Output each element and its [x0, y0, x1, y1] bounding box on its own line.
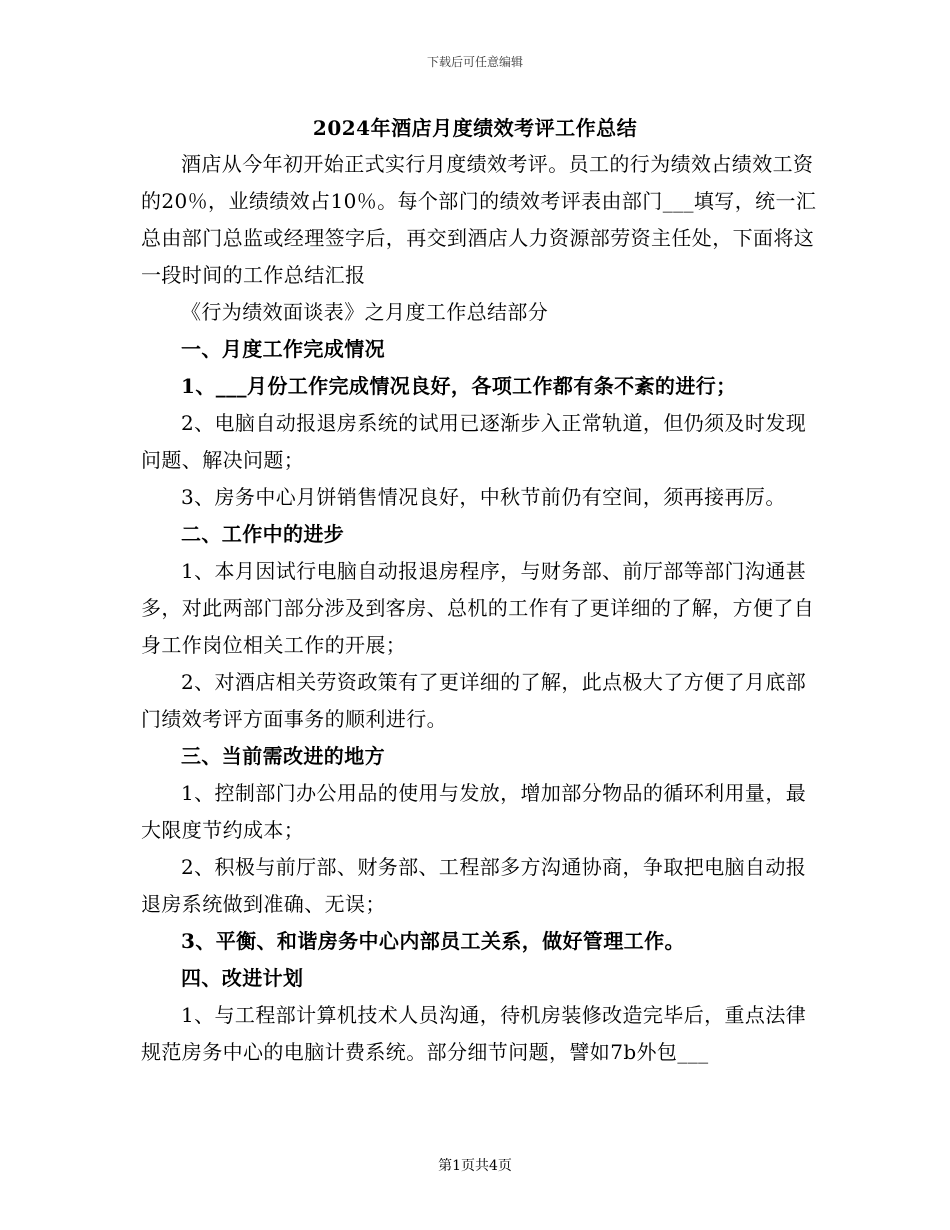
- intro-paragraph: 酒店从今年初开始正式实行月度绩效考评。员工的行为绩效占绩效工资的20％，业绩绩效占10％。每个部门的绩效考评表由部门___填写，统一汇总由部门总监或经理签字后，再交到酒店人力资源部劳资主任处，下面将这一段时间的工作总结汇报: [141, 152, 817, 287]
- section-2-item-2: 2、对酒店相关劳资政策有了更详细的了解，此点极大了方便了月底部门绩效考评方面事务的顺利进行。: [141, 670, 807, 731]
- section-heading-1: 一、月度工作完成情况: [181, 337, 385, 361]
- document-title: 2024年酒店月度绩效考评工作总结: [312, 116, 638, 140]
- section-2-item-1: 1、本月因试行电脑自动报退房程序，与财务部、前厅部等部门沟通甚多，对此两部门部分涉及到客房、总机的工作有了更详细的了解，方便了自身工作岗位相关工作的开展；: [141, 559, 815, 657]
- section-3-item-2: 2、积极与前厅部、财务部、工程部多方沟通协商，争取把电脑自动报退房系统做到准确、无误；: [141, 855, 807, 916]
- page-header-note: 下载后可任意编辑: [426, 55, 523, 69]
- page-number: 第1页共4页: [438, 1158, 512, 1174]
- section-1-item-1: 1、___月份工作完成情况良好，各项工作都有条不紊的进行；: [181, 374, 737, 398]
- section-heading-4: 四、改进计划: [181, 966, 304, 990]
- section-4-item-1: 1、与工程部计算机技术人员沟通，待机房装修改造完毕后，重点法律规范房务中心的电脑计费系统。部分细节问题，譬如7b外包___: [141, 1003, 807, 1064]
- section-1-item-3: 3、房务中心月饼销售情况良好，中秋节前仍有空间，须再接再厉。: [181, 485, 786, 509]
- section-subtitle: 《行为绩效面谈表》之月度工作总结部分: [181, 300, 549, 324]
- document-body: [141, 146, 824, 1071]
- section-3-item-1: 1、控制部门办公用品的使用与发放，增加部分物品的循环利用量，最大限度节约成本；: [141, 781, 807, 842]
- section-3-item-3: 3、平衡、和谐房务中心内部员工关系，做好管理工作。: [181, 929, 685, 953]
- section-heading-2: 二、工作中的进步: [181, 522, 345, 546]
- section-heading-3: 三、当前需改进的地方: [181, 744, 385, 768]
- section-1-item-2: 2、电脑自动报退房系统的试用已逐渐步入正常轨道，但仍须及时发现问题、解决问题；: [141, 411, 807, 472]
